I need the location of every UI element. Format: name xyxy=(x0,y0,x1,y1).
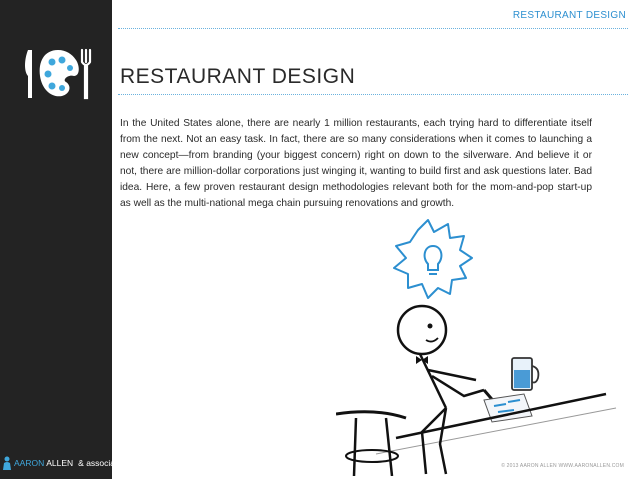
sidebar xyxy=(0,0,127,479)
brand-associates: & associates xyxy=(78,458,127,468)
copyright-text: © 2013 AARON ALLEN WWW.AARONALLEN.COM xyxy=(501,463,624,469)
title-divider xyxy=(118,94,628,95)
knife-palette-fork-icon xyxy=(22,46,94,102)
body-paragraph: In the United States alone, there are nearly 1 million restaurants, each trying hard to differentiate itself from the next. Not an easy task. In fact, there are so many considerations when it comes to launching a new concept—from branding (your biggest concern) right on down to the silverware. And believe it or not, there are million-dollar corporations just winging it, wanting to build first and ask questions later. Bad idea. Here, a few proven restaurant design methodologies relevant both for the mom-and-pop start-up as well as the multi-national mega chain pursuing renovations and growth. xyxy=(120,118,592,209)
lightbulb-icon xyxy=(425,246,442,274)
top-divider xyxy=(118,28,628,29)
idea-burst xyxy=(394,220,472,298)
brand-allen: ALLEN xyxy=(46,458,74,468)
person-icon xyxy=(2,456,12,470)
section-tag: RESTAURANT DESIGN xyxy=(512,10,626,21)
brand-logo xyxy=(2,455,126,471)
page-title: RESTAURANT DESIGN xyxy=(120,65,356,88)
stick-figure-illustration xyxy=(336,218,636,476)
brand-aaron: AARON xyxy=(14,458,45,468)
